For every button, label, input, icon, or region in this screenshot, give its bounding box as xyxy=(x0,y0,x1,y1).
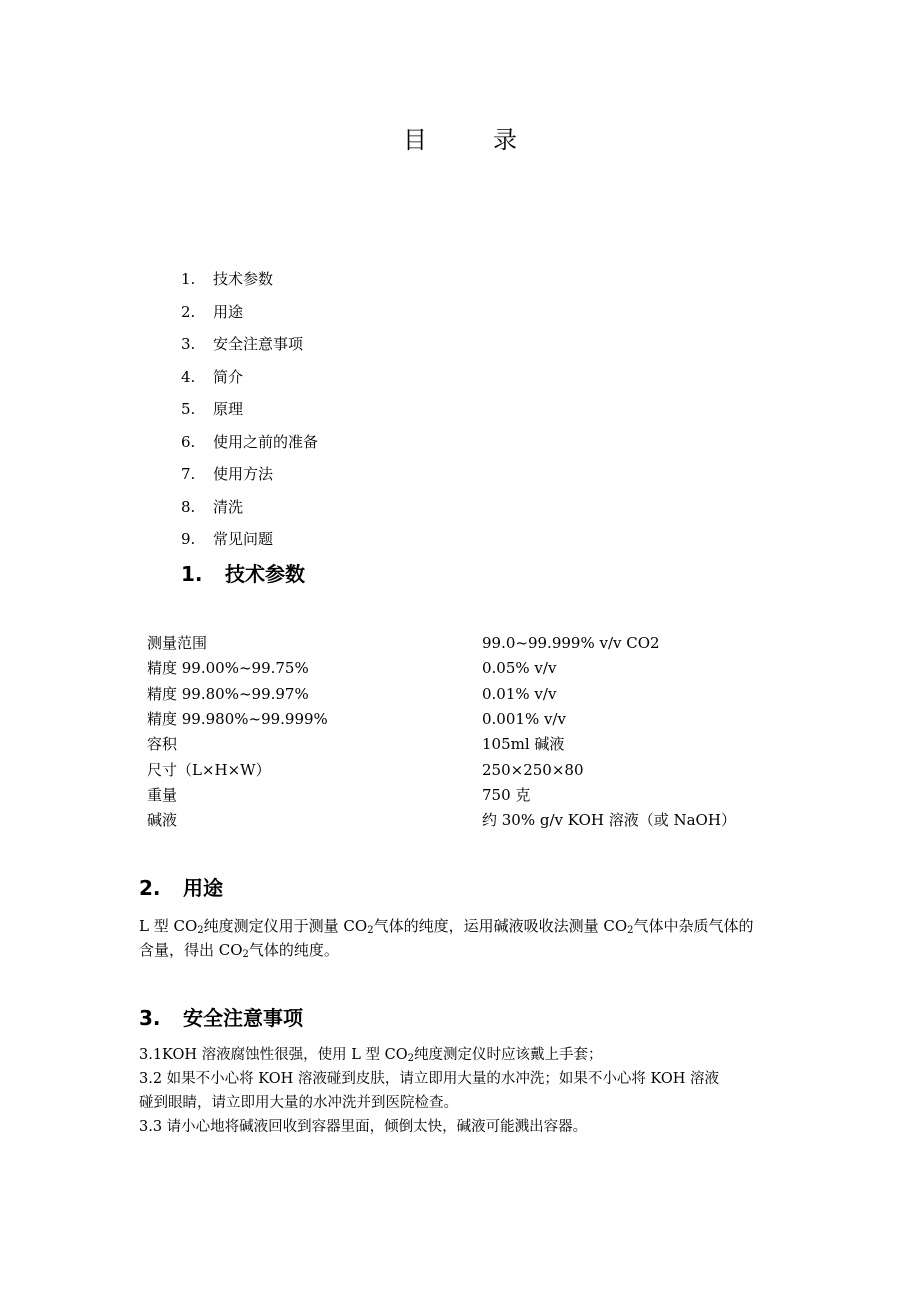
section3-heading xyxy=(139,1005,303,1031)
section3-paragraph: 3.1KOH 溶液腐蚀性很强，使用 L 型 $CO_2$纯度测定仪时应该戴上手套； 3.2 如果不小心将 KOH 溶液碰到皮肤，请立即用大量的水冲洗；如果不小心将 KOH 溶液 碰到眼睛，请立即用大量的水冲洗并到医院检查。 3.3 请小心地将碱液回收到容器里面，倾倒太快，碱液可能溅出容器。 xyxy=(139,1047,720,1135)
toc-item: 5. 原理 xyxy=(181,400,244,418)
toc-title xyxy=(0,120,920,155)
toc-item: 9. 常见问题 xyxy=(181,530,274,548)
section2-paragraph: L 型 $CO_2$纯度测定仪用于测量 $CO_2$气体的纯度，运用碱液吸收法测量 $CO_2$气体中杂质气体的 含量，得出 $CO_2$气体的纯度。 xyxy=(139,917,754,960)
toc-list xyxy=(181,266,318,559)
spec-table xyxy=(147,631,787,833)
toc-item: 8. 清洗 xyxy=(181,497,244,516)
section2-title: 用途 xyxy=(183,876,223,900)
section1-number: 1. xyxy=(181,562,203,586)
toc-title-right: 录 xyxy=(493,126,517,154)
table-row: 重量 750 克 xyxy=(147,785,531,804)
table-row: 测量范围 99.0~99.999% v/v CO2 xyxy=(147,634,660,653)
section2-heading xyxy=(139,875,223,901)
table-row: 精度 99.80%~99.97% 0.01% v/v xyxy=(147,684,557,703)
section1-title: 技术参数 xyxy=(225,562,305,586)
section1-heading xyxy=(181,561,305,587)
toc-item: 2. 用途 xyxy=(181,302,244,321)
table-row: 碱液 约 30% g/v KOH 溶液（或 NaOH） xyxy=(147,811,736,830)
table-row: 尺寸（L×H×W） 250×250×80 xyxy=(147,760,584,779)
section2-number: 2. xyxy=(139,876,161,900)
table-row: 精度 99.980%~99.999% 0.001% v/v xyxy=(147,710,566,729)
toc-item: 4. 简介 xyxy=(181,367,244,386)
toc-item: 1. 技术参数 xyxy=(181,270,274,288)
table-row: 精度 99.00%~99.75% 0.05% v/v xyxy=(147,659,557,678)
toc-title-left: 目 xyxy=(403,126,427,154)
section3-number: 3. xyxy=(139,1006,161,1030)
toc-item: 6. 使用之前的准备 xyxy=(181,432,319,451)
table-row: 容积 105ml 碱液 xyxy=(147,735,565,754)
toc-item: 7. 使用方法 xyxy=(181,465,274,483)
section3-title: 安全注意事项 xyxy=(183,1006,303,1030)
toc-item: 3. 安全注意事项 xyxy=(181,335,304,353)
